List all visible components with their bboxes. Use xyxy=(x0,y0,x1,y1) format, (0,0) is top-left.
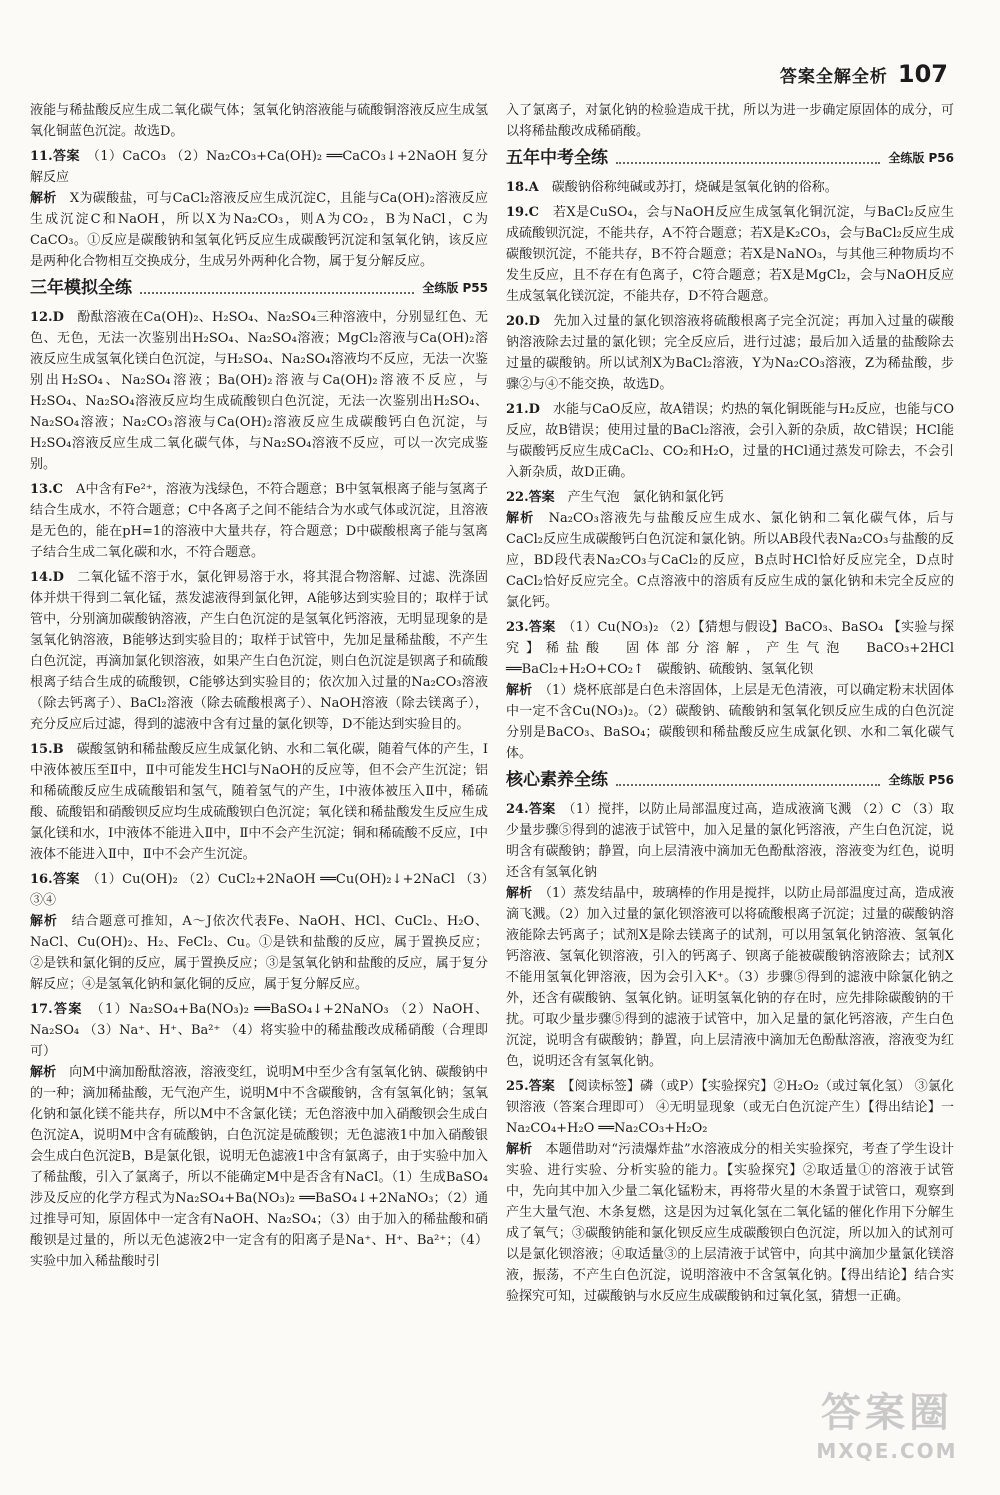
section-core-literacy-header xyxy=(506,770,954,791)
question-13: 13.C A中含有Fe²⁺，溶液为浅绿色，不符合题意；B中氢氧根离子能与氢离子结合生成水，不符合题意；C中各离子之间不能结合为水或气体或沉淀，且溶液是无色的，能在pH=1的溶液中大量共存，符合题意；D中碳酸根离子能与氢离子结合生成二氧化碳和水，不符合题意。 xyxy=(30,482,488,560)
question-11 xyxy=(30,146,488,272)
q11-label: 11.答案 xyxy=(30,149,80,164)
question-20: 20.D 先加入过量的氯化钡溶液将硫酸根离子完全沉淀；再加入过量的碳酸钠溶液除去过量的氯化钡；完全反应后，进行过滤；最后加入适量的盐酸除去过量的碳酸钠。所以试剂X为BaCl₂溶液，Y为Na₂CO₃溶液，Z为稀盐酸，步骤②与④不能交换，故选D。 xyxy=(506,314,954,392)
q11-answer: （1）CaCO₃ （2）Na₂CO₃+Ca(OH)₂ ══CaCO₃↓+2NaOH 复分解反应 xyxy=(30,149,488,185)
section-ref: 全练版 P56 xyxy=(888,151,954,165)
section-divider xyxy=(616,784,880,786)
section-three-year-header xyxy=(30,278,488,299)
question-24: 24.答案 （1）搅拌，以防止局部温度过高，造成液滴飞溅 （2）C （3）取少量步骤⑤得到的滤液于试管中，加入足量的氯化钙溶液，产生白色沉淀，说明含有碳酸钠；静置，向上层清液中滴加无色酚酞溶液，溶液变为红色，说明还含有氢氧化钠 解析 （1）蒸发结晶中，玻璃棒的作用是搅拌，以防止局部温度过高，造成液滴飞溅。（2）加入过量的氯化钡溶液可以将硫酸根离子沉淀；过量的碳酸钠溶液能除去钙离子；试剂X是除去镁离子的试剂，可以用氢氧化钠溶液、氢氧化钙溶液、氢氧化钡溶液，引入的钙离子、钡离子能被碳酸钠溶液除去；试剂X不能用氢氧化钾溶液，因为会引入K⁺。（3）步骤⑤得到的滤液中除氯化钠之外，还含有碳酸钠、氢氧化钠。证明氢氧化钠的存在时，应先排除碳酸钠的干扰。可取少量步骤⑤得到的滤液于试管中，加入足量的氯化钙溶液，产生白色沉淀，说明含有碳酸钠；静置，向上层清液中滴加无色酚酞溶液，溶液变为红色，说明还含有氢氧化钠。 xyxy=(506,802,954,1069)
section-divider xyxy=(140,292,414,294)
right-intro: 入了氯离子，对氯化钠的检验造成干扰，所以为进一步确定原固体的成分，可以将稀盐酸改成稀硝酸。 xyxy=(506,103,954,139)
q11-analysis-label: 解析 xyxy=(30,191,57,206)
question-19: 19.C 若X是CuSO₄，会与NaOH反应生成氢氧化铜沉淀，与BaCl₂反应生成硫酸钡沉淀，不能共存，A不符合题意；若X是K₂CO₃，会与BaCl₂反应生成碳酸钡沉淀，不能共存，B不符合题意；若X是NaNO₃，与其他三种物质均不发生反应，且不存在有色离子，C符合题意；若X是MgCl₂，会与NaOH反应生成氢氧化镁沉淀，不能共存，D不符合题意。 xyxy=(506,205,954,304)
q11-analysis: X为碳酸盐，可与CaCl₂溶液反应生成沉淀C，且能与Ca(OH)₂溶液反应生成沉淀C和NaOH，所以X为Na₂CO₃，则A为CO₂，B为NaCl，C为CaCO₃。①反应是碳酸钠和氢氧化钙反应生成碳酸钙沉淀和氢氧化钠，该反应是两种化合物相互交换成分，生成另外两种化合物，属于复分解反应。 xyxy=(30,191,488,269)
left-intro: 液能与稀盐酸反应生成二氧化碳气体；氢氧化钠溶液能与硫酸铜溶液反应生成氢氧化铜蓝色沉淀。故选D。 xyxy=(30,103,488,139)
section-divider xyxy=(616,162,880,164)
question-17: 17.答案 （1）Na₂SO₄+Ba(NO₃)₂ ══BaSO₄↓+2NaNO₃ （2）NaOH、Na₂SO₄ （3）Na⁺、H⁺、Ba²⁺ （4）将实验中的稀盐酸改成稀硝酸（合理即可） 解析 向M中滴加酚酞溶液，溶液变红，说明M中至少含有氢氧化钠、碳酸钠中的一种；滴加稀盐酸，无气泡产生，说明M中不含碳酸钠，含有氢氧化钠；氢氧化钠和氯化镁不能共存，所以M中不含氯化镁；无色溶液中加入硝酸钡会生成白色沉淀A，说明M中含有硫酸钠，白色沉淀是硫酸钡；无色滤液1中加入硝酸银会生成白色沉淀B，B是氯化银，说明无色滤液1中含有氯离子，由于实验中加入了稀盐酸，引入了氯离子，所以不能确定M中是否含有NaCl。（1）生成BaSO₄涉及反应的化学方程式为Na₂SO₄+Ba(NO₃)₂ ══BaSO₄↓+2NaNO₃；（2）通过推导可知，原固体中一定含有NaOH、Na₂SO₄；（3）由于加入的稀盐酸和硝酸钡是过量的，所以无色滤液2中一定含有的阳离子是Na⁺、H⁺、Ba²⁺；（4）实验中加入稀盐酸时引 xyxy=(30,1002,488,1269)
watermark-url: MXQE.COM xyxy=(816,1439,958,1463)
question-16: 16.答案 （1）Cu(OH)₂ （2）CuCl₂+2NaOH ══Cu(OH)₂↓+2NaCl （3）③④ 解析 结合题意可推知，A～J依次代表Fe、NaOH、HCl、CuCl₂、H₂O、NaCl、Cu(OH)₂、H₂、FeCl₂、Cu。①是铁和盐酸的反应，属于置换反应；②是铁和氯化铜的反应，属于置换反应；③是氢氧化钠和盐酸的反应，属于复分解反应；④是氢氧化钠和氯化铜的反应，属于复分解反应。 xyxy=(30,872,488,992)
watermark xyxy=(792,1387,982,1473)
page-number: 107 xyxy=(897,60,948,88)
question-12: 12.D 酚酞溶液在Ca(OH)₂、H₂SO₄、Na₂SO₄三种溶液中，分别显红色、无色、无色，无法一次鉴别出H₂SO₄、Na₂SO₄溶液；MgCl₂溶液与Ca(OH)₂溶液反应生成氢氧化镁白色沉淀，与H₂SO₄、Na₂SO₄溶液均不反应，无法一次鉴别出H₂SO₄、Na₂SO₄溶液；Ba(OH)₂溶液与Ca(OH)₂溶液不反应，与H₂SO₄、Na₂SO₄溶液反应均生成硫酸钡白色沉淀，无法一次鉴别出H₂SO₄、Na₂SO₄溶液；Na₂CO₃溶液与Ca(OH)₂溶液反应生成碳酸钙白色沉淀，与H₂SO₄溶液反应生成二氧化碳气体，与Na₂SO₄溶液不反应，可以一次完成鉴别。 xyxy=(30,310,488,472)
right-column xyxy=(506,100,968,1311)
question-23: 23.答案 （1）Cu(NO₃)₂ （2）【猜想与假设】BaCO₃、BaSO₄ 【实验与探究】稀盐酸 固体部分溶解，产生气泡 BaCO₃+2HCl ══BaCl₂+H₂O+CO₂↑ 碳酸钠、硫酸钠、氢氧化钡 解析 （1）烧杯底部是白色未溶固体，上层是无色清液，可以确定粉末状固体中一定不含Cu(NO₃)₂。（2）碳酸钠、硫酸钠和氢氧化钡反应生成的白色沉淀分别是BaCO₃、BaSO₄；碳酸钡和稀盐酸反应生成氯化钡、水和二氧化碳气体。 xyxy=(506,620,954,761)
section-ref: 全练版 P55 xyxy=(422,281,488,295)
question-15: 15.B 碳酸氢钠和稀盐酸反应生成氯化钠、水和二氧化碳，随着气体的产生，Ⅰ中液体被压至Ⅱ中，Ⅱ中可能发生HCl与NaOH的反应等，但不会产生沉淀；铝和稀硫酸反应生成硫酸铝和氢气，随着氢气的产生，Ⅰ中液体被压入Ⅱ中，稀硫酸、硫酸铝和硝酸钡反应均生成硫酸钡白色沉淀；氧化镁和稀盐酸发生反应生成氯化镁和水，Ⅰ中液体不能进入Ⅱ中，Ⅱ中不会产生沉淀；铜和稀硫酸不反应，Ⅰ中液体不能进入Ⅱ中，Ⅱ中不会产生沉淀。 xyxy=(30,742,488,862)
question-21: 21.D 水能与CaO反应，故A错误；灼热的氧化铜既能与H₂反应，也能与CO反应，故B错误；使用过量的BaCl₂溶液，会引入新的杂质，故C错误；HCl能与碳酸钙反应生成CaCl₂、CO₂和H₂O，过量的HCl通过蒸发可除去，不会引入新杂质，故D正确。 xyxy=(506,402,954,480)
question-14: 14.D 二氧化锰不溶于水，氯化钾易溶于水，将其混合物溶解、过滤、洗涤固体并烘干得到二氧化锰，蒸发滤液得到氯化钾，A能够达到实验目的；取样于试管中，分别滴加碳酸钠溶液，产生白色沉淀的是氢氧化钙溶液，无明显现象的是氢氧化钠溶液，B能够达到实验目的；取样于试管中，先加足量稀盐酸，不产生白色沉淀，再滴加氯化钡溶液，如果产生白色沉淀，则白色沉淀是钡离子和硫酸根离子结合生成的硫酸钡，C能够达到实验目的；依次加入过量的Na₂CO₃溶液（除去钙离子）、BaCl₂溶液（除去硫酸根离子）、NaOH溶液（除去镁离子），充分反应后过滤，得到的滤液中含有过量的氯化钡等，D不能达到实验目的。 xyxy=(30,570,488,732)
header-title: 答案全解全析 xyxy=(779,66,888,87)
section-ref: 全练版 P56 xyxy=(888,773,954,787)
section-five-year-header xyxy=(506,148,954,169)
section-title: 三年模拟全练 xyxy=(30,278,132,298)
question-25: 25.答案 【阅读标签】磷（或P）【实验探究】②H₂O₂（或过氧化氢） ③氯化钡溶液（答案合理即可） ④无明显现象（或无白色沉淀产生）【得出结论】一 Na₂CO₄+H₂O ══Na₂CO₃+H₂O₂ 解析 本题借助对“污渍爆炸盐”水溶液成分的相关实验探究，考查了学生设计实验、进行实验、分析实验的能力。【实验探究】②取适量①的溶液于试管中，先向其中加入少量二氧化锰粉末，再将带火星的木条置于试管口，观察到产生大量气泡、木条复燃，这是因为过氧化氢在二氧化锰的催化作用下分解生成了氧气；③碳酸钠能和氯化钡反应生成碳酸钡白色沉淀，所以加入的试剂可以是氯化钡溶液；④取适量③的上层清液于试管中，向其中滴加少量氯化镁溶液，振荡，不产生白色沉淀，说明溶液中不含氢氧化钠。【得出结论】结合实验探究可知，过碳酸钠与水反应生成碳酸钠和过氧化氢，猜想一正确。 xyxy=(506,1079,968,1304)
section-title: 五年中考全练 xyxy=(506,148,608,168)
question-18: 18.A 碳酸钠俗称纯碱或苏打，烧碱是氢氧化钠的俗称。 xyxy=(506,180,838,195)
section-title: 核心素养全练 xyxy=(506,770,608,790)
watermark-logo: 答案圈 xyxy=(821,1390,953,1436)
left-column xyxy=(30,100,488,1276)
page-header xyxy=(780,60,948,88)
question-22: 22.答案 产生气泡 氯化钠和氯化钙 解析 Na₂CO₃溶液先与盐酸反应生成水、氯化钠和二氧化碳气体，后与CaCl₂反应生成碳酸钙白色沉淀和氯化钠。所以AB段代表Na₂CO₃与盐酸的反应，BD段代表Na₂CO₃与CaCl₂的反应，B点时HCl恰好反应完全，D点时CaCl₂恰好反应完全。C点溶液中的溶质有反应生成的氯化钠和未完全反应的氯化钙。 xyxy=(506,490,954,610)
